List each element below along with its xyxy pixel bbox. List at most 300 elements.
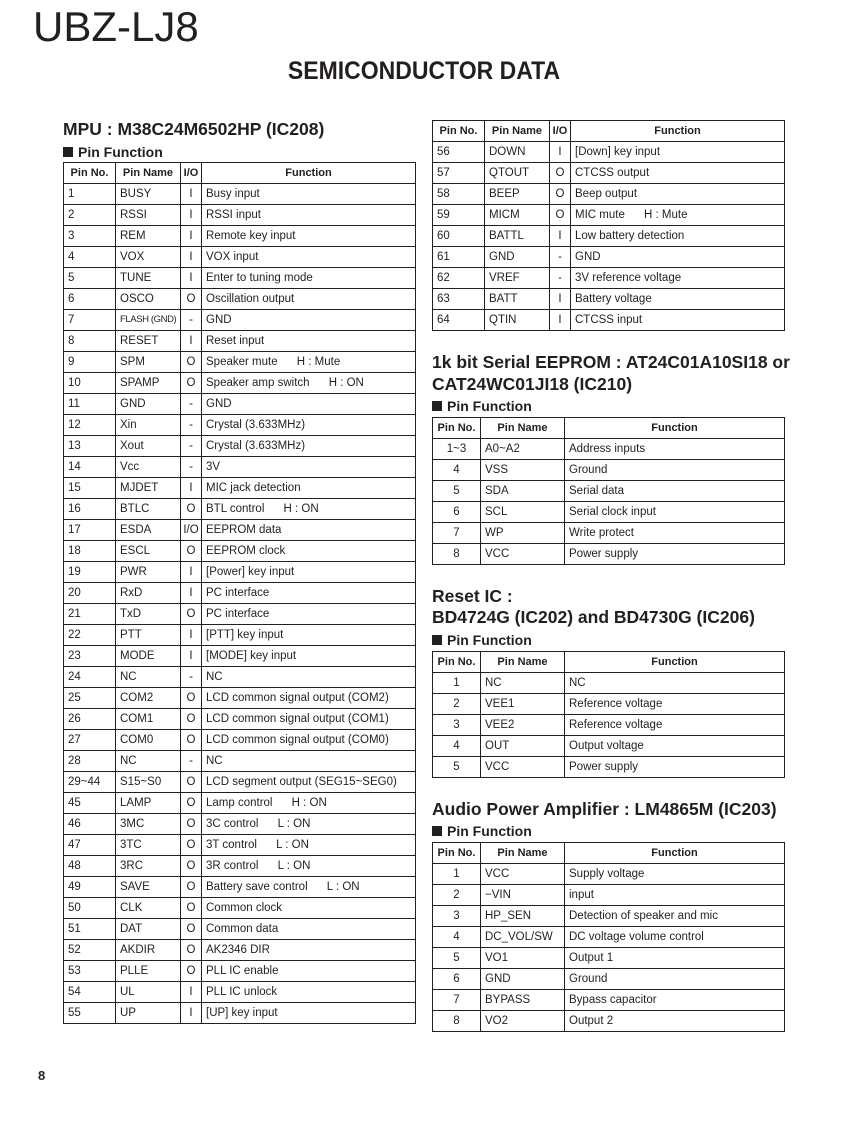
- pin-name-cell: VEE2: [481, 715, 565, 736]
- pin-number-cell: 52: [64, 940, 116, 961]
- pin-name-cell: QTIN: [485, 310, 550, 331]
- pin-name-cell: REM: [116, 226, 181, 247]
- table-row: [433, 906, 785, 927]
- col-header-io: I/O: [181, 163, 202, 184]
- mpu-pin-function-heading: [63, 143, 163, 161]
- pin-number-cell: 17: [64, 520, 116, 541]
- pin-number-cell: 6: [433, 502, 481, 523]
- function-cell: Speaker amp switch H : ON: [202, 373, 416, 394]
- audio-amp-pin-table: [432, 842, 785, 1032]
- pin-number-cell: 29~44: [64, 772, 116, 793]
- pin-name-cell: VREF: [485, 268, 550, 289]
- io-cell: O: [181, 940, 202, 961]
- io-cell: I: [181, 205, 202, 226]
- pin-name-cell: COM0: [116, 730, 181, 751]
- io-cell: I: [181, 562, 202, 583]
- pin-number-cell: 3: [433, 715, 481, 736]
- function-cell: Reset input: [202, 331, 416, 352]
- table-row: [433, 885, 785, 906]
- io-cell: O: [181, 688, 202, 709]
- pin-number-cell: 5: [64, 268, 116, 289]
- function-cell: Busy input: [202, 184, 416, 205]
- table-row: [433, 673, 785, 694]
- function-cell: PC interface: [202, 583, 416, 604]
- pin-name-cell: −VIN: [481, 885, 565, 906]
- col-header-function: Function: [565, 652, 785, 673]
- col-header-pin-name: Pin Name: [485, 121, 550, 142]
- io-cell: -: [181, 457, 202, 478]
- square-bullet-icon: [63, 147, 73, 157]
- table-row: [433, 289, 785, 310]
- table-row: [433, 1011, 785, 1032]
- table-row: [64, 415, 416, 436]
- page-title: SEMICONDUCTOR DATA: [287, 57, 561, 85]
- pin-name-cell: SDA: [481, 481, 565, 502]
- io-cell: O: [181, 604, 202, 625]
- pin-name-cell: DAT: [116, 919, 181, 940]
- function-cell: [PTT] key input: [202, 625, 416, 646]
- pin-name-cell: FLASH (GND): [116, 310, 181, 331]
- pin-number-cell: 3: [64, 226, 116, 247]
- function-cell: 3T control L : ON: [202, 835, 416, 856]
- pin-number-cell: 62: [433, 268, 485, 289]
- pin-name-cell: SCL: [481, 502, 565, 523]
- function-cell: Output 1: [565, 948, 785, 969]
- function-cell: PC interface: [202, 604, 416, 625]
- table-row: [433, 247, 785, 268]
- table-row: [64, 436, 416, 457]
- col-header-pin-name: Pin Name: [116, 163, 181, 184]
- pin-number-cell: 5: [433, 757, 481, 778]
- function-cell: GND: [202, 394, 416, 415]
- pin-number-cell: 4: [433, 460, 481, 481]
- function-cell: NC: [202, 667, 416, 688]
- pin-name-cell: 3RC: [116, 856, 181, 877]
- col-header-function: Function: [565, 843, 785, 864]
- pin-number-cell: 7: [433, 990, 481, 1011]
- pin-number-cell: 56: [433, 142, 485, 163]
- pin-name-cell: RxD: [116, 583, 181, 604]
- table-row: [433, 142, 785, 163]
- pin-number-cell: 60: [433, 226, 485, 247]
- pin-name-cell: GND: [481, 969, 565, 990]
- table-row: [433, 268, 785, 289]
- pin-number-cell: 14: [64, 457, 116, 478]
- function-cell: CTCSS output: [571, 163, 785, 184]
- pin-number-cell: 8: [433, 544, 481, 565]
- table-row: [64, 499, 416, 520]
- table-row: [433, 694, 785, 715]
- pin-number-cell: 22: [64, 625, 116, 646]
- table-row: [433, 481, 785, 502]
- pin-number-cell: 50: [64, 898, 116, 919]
- pin-name-cell: BUSY: [116, 184, 181, 205]
- pin-number-cell: 28: [64, 751, 116, 772]
- table-row: [64, 751, 416, 772]
- pin-number-cell: 3: [433, 906, 481, 927]
- table-row: [64, 688, 416, 709]
- io-cell: O: [550, 163, 571, 184]
- pin-name-cell: SPM: [116, 352, 181, 373]
- function-cell: EEPROM clock: [202, 541, 416, 562]
- function-cell: Low battery detection: [571, 226, 785, 247]
- table-row: [64, 289, 416, 310]
- function-cell: Ground: [565, 969, 785, 990]
- audio-amp-pin-function-heading: [432, 822, 532, 840]
- function-cell: NC: [565, 673, 785, 694]
- io-cell: I: [181, 268, 202, 289]
- pin-number-cell: 26: [64, 709, 116, 730]
- pin-name-cell: VCC: [481, 757, 565, 778]
- function-cell: Power supply: [565, 757, 785, 778]
- model-name: UBZ-LJ8: [33, 3, 199, 50]
- col-header-io: I/O: [550, 121, 571, 142]
- function-cell: Serial clock input: [565, 502, 785, 523]
- io-cell: O: [181, 898, 202, 919]
- io-cell: O: [181, 919, 202, 940]
- pin-name-cell: PLLE: [116, 961, 181, 982]
- table-row: [64, 604, 416, 625]
- pin-number-cell: 1: [433, 864, 481, 885]
- io-cell: O: [181, 835, 202, 856]
- pin-name-cell: MODE: [116, 646, 181, 667]
- pin-name-cell: VCC: [481, 544, 565, 565]
- table-row: [64, 625, 416, 646]
- table-row: [64, 478, 416, 499]
- col-header-pin-name: Pin Name: [481, 418, 565, 439]
- pin-number-cell: 15: [64, 478, 116, 499]
- io-cell: O: [181, 289, 202, 310]
- io-cell: I: [181, 646, 202, 667]
- table-row: [433, 736, 785, 757]
- table-row: [433, 439, 785, 460]
- function-cell: Bypass capacitor: [565, 990, 785, 1011]
- reset-ic-section-title-line1: Reset IC :: [432, 586, 513, 606]
- pin-number-cell: 45: [64, 793, 116, 814]
- function-cell: LCD common signal output (COM2): [202, 688, 416, 709]
- io-cell: -: [181, 667, 202, 688]
- pin-number-cell: 5: [433, 948, 481, 969]
- io-cell: I: [181, 1003, 202, 1024]
- square-bullet-icon: [432, 635, 442, 645]
- pin-number-cell: 55: [64, 1003, 116, 1024]
- function-cell: Serial data: [565, 481, 785, 502]
- table-row: [64, 709, 416, 730]
- table-row: [64, 667, 416, 688]
- function-cell: Lamp control H : ON: [202, 793, 416, 814]
- function-cell: [Power] key input: [202, 562, 416, 583]
- pin-name-cell: VSS: [481, 460, 565, 481]
- pin-number-cell: 48: [64, 856, 116, 877]
- pin-name-cell: GND: [485, 247, 550, 268]
- pin-number-cell: 8: [64, 331, 116, 352]
- table-row: [64, 394, 416, 415]
- reset-ic-pin-function-heading: [432, 631, 532, 649]
- pin-number-cell: 7: [433, 523, 481, 544]
- pin-name-cell: VO1: [481, 948, 565, 969]
- pin-number-cell: 16: [64, 499, 116, 520]
- function-cell: Remote key input: [202, 226, 416, 247]
- function-cell: LCD segment output (SEG15~SEG0): [202, 772, 416, 793]
- function-cell: Battery save control L : ON: [202, 877, 416, 898]
- table-row: [433, 969, 785, 990]
- pin-number-cell: 23: [64, 646, 116, 667]
- table-row: [433, 927, 785, 948]
- pin-name-cell: MICM: [485, 205, 550, 226]
- pin-number-cell: 4: [433, 927, 481, 948]
- table-row: [433, 205, 785, 226]
- table-row: [64, 772, 416, 793]
- pin-name-cell: Xout: [116, 436, 181, 457]
- pin-name-cell: ESDA: [116, 520, 181, 541]
- function-cell: GND: [202, 310, 416, 331]
- pin-name-cell: BYPASS: [481, 990, 565, 1011]
- pin-name-cell: SPAMP: [116, 373, 181, 394]
- col-header-pin-no: Pin No.: [433, 652, 481, 673]
- table-row: [64, 520, 416, 541]
- function-cell: Speaker mute H : Mute: [202, 352, 416, 373]
- pin-number-cell: 12: [64, 415, 116, 436]
- table-row: [433, 184, 785, 205]
- function-cell: 3R control L : ON: [202, 856, 416, 877]
- io-cell: -: [181, 310, 202, 331]
- function-cell: Common clock: [202, 898, 416, 919]
- pin-name-cell: RSSI: [116, 205, 181, 226]
- io-cell: I: [550, 142, 571, 163]
- pin-name-cell: NC: [116, 751, 181, 772]
- pin-name-cell: ESCL: [116, 541, 181, 562]
- function-cell: Crystal (3.633MHz): [202, 436, 416, 457]
- table-row: [64, 961, 416, 982]
- function-cell: Beep output: [571, 184, 785, 205]
- pin-number-cell: 27: [64, 730, 116, 751]
- col-header-function: Function: [202, 163, 416, 184]
- function-cell: AK2346 DIR: [202, 940, 416, 961]
- function-cell: MIC mute H : Mute: [571, 205, 785, 226]
- table-row: [64, 583, 416, 604]
- io-cell: -: [181, 751, 202, 772]
- io-cell: O: [181, 772, 202, 793]
- pin-function-label: Pin Function: [447, 632, 532, 648]
- pin-number-cell: 8: [433, 1011, 481, 1032]
- function-cell: 3V: [202, 457, 416, 478]
- pin-name-cell: DC_VOL/SW: [481, 927, 565, 948]
- pin-name-cell: HP_SEN: [481, 906, 565, 927]
- pin-function-label: Pin Function: [447, 398, 532, 414]
- table-row: [64, 310, 416, 331]
- io-cell: O: [181, 793, 202, 814]
- table-row: [64, 856, 416, 877]
- io-cell: I: [181, 982, 202, 1003]
- pin-name-cell: Xin: [116, 415, 181, 436]
- pin-number-cell: 64: [433, 310, 485, 331]
- table-row: [64, 898, 416, 919]
- table-row: [433, 990, 785, 1011]
- function-cell: NC: [202, 751, 416, 772]
- pin-number-cell: 25: [64, 688, 116, 709]
- pin-number-cell: 4: [64, 247, 116, 268]
- function-cell: 3V reference voltage: [571, 268, 785, 289]
- pin-name-cell: Vcc: [116, 457, 181, 478]
- io-cell: O: [181, 877, 202, 898]
- pin-number-cell: 1: [433, 673, 481, 694]
- io-cell: I/O: [181, 520, 202, 541]
- reset-ic-pin-table: [432, 651, 785, 778]
- function-cell: [Down] key input: [571, 142, 785, 163]
- pin-number-cell: 59: [433, 205, 485, 226]
- pin-name-cell: TUNE: [116, 268, 181, 289]
- table-row: [64, 541, 416, 562]
- function-cell: Crystal (3.633MHz): [202, 415, 416, 436]
- io-cell: O: [181, 541, 202, 562]
- table-row: [64, 730, 416, 751]
- mpu-section-title: MPU : M38C24M6502HP (IC208): [63, 119, 325, 139]
- table-row: [433, 544, 785, 565]
- pin-number-cell: 63: [433, 289, 485, 310]
- table-row: [433, 715, 785, 736]
- table-row: [64, 373, 416, 394]
- io-cell: O: [181, 352, 202, 373]
- function-cell: Output 2: [565, 1011, 785, 1032]
- function-cell: LCD common signal output (COM1): [202, 709, 416, 730]
- pin-number-cell: 6: [433, 969, 481, 990]
- function-cell: PLL IC enable: [202, 961, 416, 982]
- table-row: [64, 814, 416, 835]
- table-row: [64, 793, 416, 814]
- function-cell: VOX input: [202, 247, 416, 268]
- io-cell: I: [181, 247, 202, 268]
- io-cell: I: [550, 310, 571, 331]
- col-header-pin-name: Pin Name: [481, 652, 565, 673]
- pin-name-cell: BEEP: [485, 184, 550, 205]
- pin-number-cell: 9: [64, 352, 116, 373]
- table-row: [433, 864, 785, 885]
- table-row: [64, 268, 416, 289]
- table-row: [64, 205, 416, 226]
- pin-name-cell: NC: [116, 667, 181, 688]
- pin-number-cell: 20: [64, 583, 116, 604]
- io-cell: -: [550, 268, 571, 289]
- eeprom-section-title-line1: 1k bit Serial EEPROM : AT24C01A10SI18 or: [432, 352, 790, 372]
- function-cell: Detection of speaker and mic: [565, 906, 785, 927]
- col-header-pin-no: Pin No.: [433, 121, 485, 142]
- pin-name-cell: VO2: [481, 1011, 565, 1032]
- table-row: [64, 226, 416, 247]
- table-row: [64, 940, 416, 961]
- function-cell: EEPROM data: [202, 520, 416, 541]
- function-cell: Oscillation output: [202, 289, 416, 310]
- io-cell: I: [181, 331, 202, 352]
- pin-name-cell: BATT: [485, 289, 550, 310]
- pin-function-label: Pin Function: [447, 823, 532, 839]
- pin-name-cell: DOWN: [485, 142, 550, 163]
- table-row: [64, 352, 416, 373]
- io-cell: O: [181, 814, 202, 835]
- table-row: [64, 331, 416, 352]
- function-cell: input: [565, 885, 785, 906]
- io-cell: O: [181, 709, 202, 730]
- pin-name-cell: PTT: [116, 625, 181, 646]
- pin-number-cell: 24: [64, 667, 116, 688]
- function-cell: 3C control L : ON: [202, 814, 416, 835]
- square-bullet-icon: [432, 826, 442, 836]
- col-header-pin-no: Pin No.: [433, 418, 481, 439]
- eeprom-pin-table: [432, 417, 785, 565]
- io-cell: I: [550, 226, 571, 247]
- pin-name-cell: S15~S0: [116, 772, 181, 793]
- eeprom-pin-function-heading: [432, 397, 532, 415]
- function-cell: Battery voltage: [571, 289, 785, 310]
- function-cell: Enter to tuning mode: [202, 268, 416, 289]
- col-header-pin-no: Pin No.: [64, 163, 116, 184]
- pin-number-cell: 2: [64, 205, 116, 226]
- table-row: [433, 757, 785, 778]
- function-cell: Reference voltage: [565, 715, 785, 736]
- pin-name-cell: PWR: [116, 562, 181, 583]
- pin-name-cell: OSCO: [116, 289, 181, 310]
- function-cell: LCD common signal output (COM0): [202, 730, 416, 751]
- pin-name-cell: SAVE: [116, 877, 181, 898]
- table-row: [64, 877, 416, 898]
- function-cell: [MODE] key input: [202, 646, 416, 667]
- pin-name-cell: QTOUT: [485, 163, 550, 184]
- mpu-pin-table-part2: [432, 120, 785, 331]
- table-row: [64, 1003, 416, 1024]
- pin-number-cell: 7: [64, 310, 116, 331]
- io-cell: I: [550, 289, 571, 310]
- col-header-pin-name: Pin Name: [481, 843, 565, 864]
- table-row: [64, 646, 416, 667]
- pin-number-cell: 57: [433, 163, 485, 184]
- reset-ic-section-title-line2: BD4724G (IC202) and BD4730G (IC206): [432, 607, 755, 627]
- table-header-row: [433, 652, 785, 673]
- pin-name-cell: GND: [116, 394, 181, 415]
- io-cell: -: [181, 415, 202, 436]
- eeprom-section-title-line2: CAT24WC01JI18 (IC210): [432, 374, 633, 394]
- function-cell: CTCSS input: [571, 310, 785, 331]
- table-row: [433, 502, 785, 523]
- function-cell: Reference voltage: [565, 694, 785, 715]
- table-row: [433, 226, 785, 247]
- function-cell: [UP] key input: [202, 1003, 416, 1024]
- pin-name-cell: VEE1: [481, 694, 565, 715]
- function-cell: Write protect: [565, 523, 785, 544]
- pin-number-cell: 58: [433, 184, 485, 205]
- pin-number-cell: 10: [64, 373, 116, 394]
- pin-name-cell: BATTL: [485, 226, 550, 247]
- pin-name-cell: NC: [481, 673, 565, 694]
- function-cell: Address inputs: [565, 439, 785, 460]
- table-row: [64, 982, 416, 1003]
- function-cell: GND: [571, 247, 785, 268]
- pin-number-cell: 2: [433, 885, 481, 906]
- pin-name-cell: BTLC: [116, 499, 181, 520]
- pin-name-cell: UP: [116, 1003, 181, 1024]
- io-cell: O: [181, 499, 202, 520]
- io-cell: I: [181, 625, 202, 646]
- function-cell: Common data: [202, 919, 416, 940]
- table-row: [433, 523, 785, 544]
- table-row: [64, 919, 416, 940]
- pin-number-cell: 2: [433, 694, 481, 715]
- pin-number-cell: 51: [64, 919, 116, 940]
- table-row: [433, 460, 785, 481]
- pin-number-cell: 13: [64, 436, 116, 457]
- pin-name-cell: WP: [481, 523, 565, 544]
- io-cell: I: [181, 226, 202, 247]
- pin-name-cell: A0~A2: [481, 439, 565, 460]
- page-number: 8: [38, 1068, 46, 1083]
